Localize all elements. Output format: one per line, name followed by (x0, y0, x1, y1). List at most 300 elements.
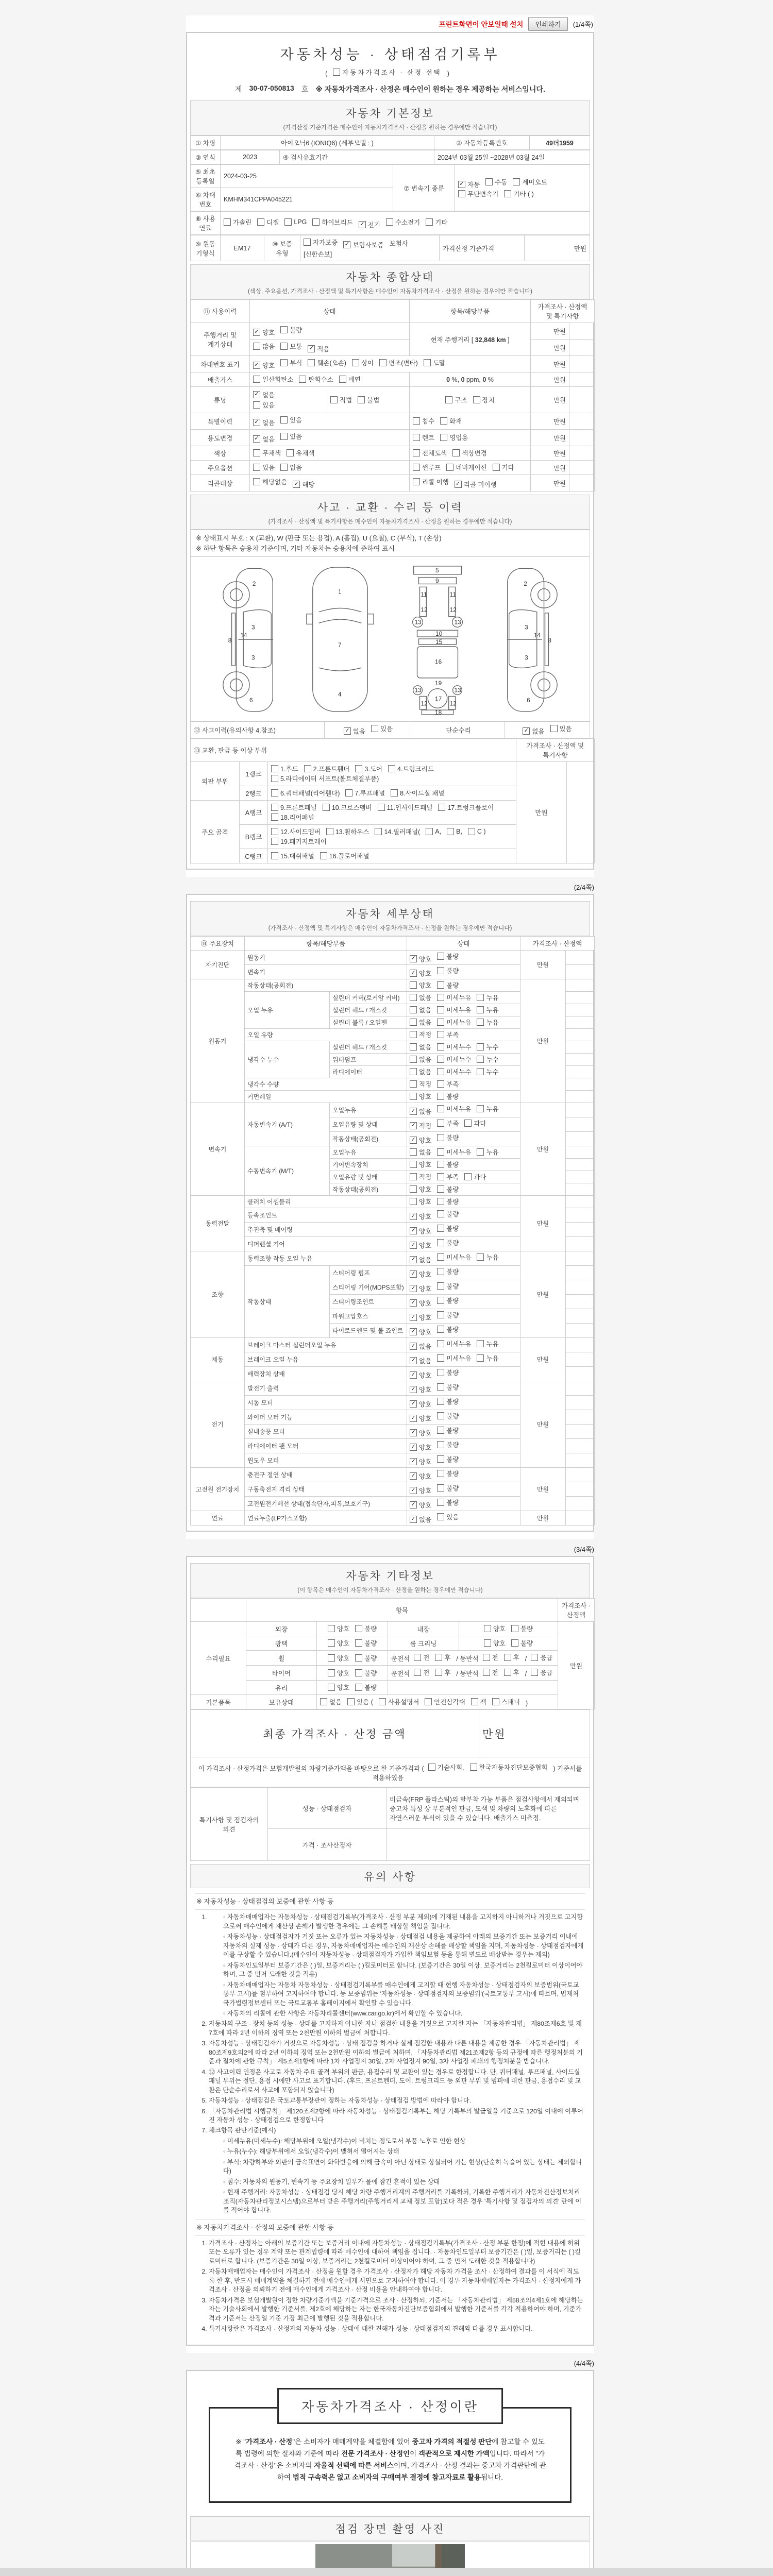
checkbox-option[interactable] (531, 1653, 552, 1662)
unchecked-checkbox-icon[interactable] (280, 433, 288, 440)
unchecked-checkbox-icon[interactable] (504, 1669, 511, 1676)
checkbox-option[interactable] (484, 1624, 506, 1633)
unchecked-checkbox-icon[interactable] (426, 828, 433, 835)
print-button[interactable]: 인쇄하기 (528, 17, 567, 31)
checkbox-option[interactable] (355, 1683, 377, 1692)
checkbox-option[interactable] (437, 1092, 459, 1101)
checkbox-option[interactable] (437, 1238, 459, 1247)
unchecked-checkbox-icon[interactable] (271, 852, 278, 859)
checked-checkbox-icon[interactable]: ✓ (410, 955, 417, 962)
checkbox-option[interactable] (280, 342, 302, 351)
checkbox-option[interactable] (410, 1414, 431, 1423)
checkbox-option[interactable] (437, 1209, 459, 1218)
unchecked-checkbox-icon[interactable] (379, 1698, 386, 1705)
checkbox-option[interactable] (410, 1136, 431, 1145)
checkbox-option[interactable] (280, 432, 302, 441)
checkbox-option[interactable] (426, 828, 441, 835)
unchecked-checkbox-icon[interactable] (253, 343, 260, 350)
checked-checkbox-icon[interactable]: ✓ (455, 481, 462, 488)
unchecked-checkbox-icon[interactable] (428, 1764, 435, 1771)
checkbox-option[interactable] (308, 344, 329, 353)
checkbox-option[interactable] (410, 1079, 431, 1089)
unchecked-checkbox-icon[interactable] (550, 725, 558, 732)
checkbox-option[interactable] (437, 1018, 471, 1027)
checked-checkbox-icon[interactable]: ✓ (410, 1108, 417, 1115)
unchecked-checkbox-icon[interactable] (437, 1185, 444, 1193)
checkbox-option[interactable] (477, 1252, 498, 1262)
unchecked-checkbox-icon[interactable] (485, 178, 493, 185)
checkbox-option[interactable] (437, 1118, 459, 1128)
checkbox-option[interactable] (437, 1030, 459, 1039)
unchecked-checkbox-icon[interactable] (355, 1625, 362, 1632)
checkbox-option[interactable] (410, 1428, 431, 1437)
unchecked-checkbox-icon[interactable] (280, 464, 288, 471)
checked-checkbox-icon[interactable]: ✓ (410, 1213, 417, 1220)
checked-checkbox-icon[interactable]: ✓ (523, 727, 530, 735)
checkbox-option[interactable] (343, 240, 383, 249)
checked-checkbox-icon[interactable]: ✓ (410, 1299, 417, 1307)
checkbox-option[interactable] (452, 448, 486, 457)
checkbox-option[interactable] (253, 463, 275, 472)
checked-checkbox-icon[interactable]: ✓ (410, 1386, 417, 1393)
print-install-link[interactable]: 프린트화면이 안보일때 설치 (439, 21, 524, 28)
unchecked-checkbox-icon[interactable] (452, 449, 460, 456)
checkbox-option[interactable] (410, 1370, 431, 1380)
checkbox-option[interactable] (347, 1697, 373, 1706)
unchecked-checkbox-icon[interactable] (410, 981, 417, 989)
unchecked-checkbox-icon[interactable] (410, 1093, 417, 1100)
checkbox-option[interactable] (413, 477, 449, 486)
unchecked-checkbox-icon[interactable] (484, 1625, 491, 1632)
checkbox-option[interactable] (437, 1512, 459, 1521)
checkbox-option[interactable] (293, 480, 314, 489)
checkbox-option[interactable] (410, 1005, 431, 1014)
checkbox-option[interactable] (437, 1339, 471, 1348)
unchecked-checkbox-icon[interactable] (437, 1441, 444, 1448)
unchecked-checkbox-icon[interactable] (410, 1185, 417, 1193)
checkbox-option[interactable] (437, 1197, 459, 1206)
unchecked-checkbox-icon[interactable] (413, 449, 420, 456)
unchecked-checkbox-icon[interactable] (437, 1210, 444, 1217)
checkbox-option[interactable] (410, 954, 431, 963)
checkbox-option[interactable] (464, 1172, 486, 1181)
unchecked-checkbox-icon[interactable] (358, 396, 365, 403)
checked-checkbox-icon[interactable]: ✓ (293, 481, 300, 488)
unchecked-checkbox-icon[interactable] (437, 1019, 444, 1026)
unchecked-checkbox-icon[interactable] (413, 478, 420, 485)
checkbox-option[interactable] (280, 358, 302, 367)
unchecked-checkbox-icon[interactable] (355, 1639, 362, 1647)
checkbox-option[interactable] (253, 342, 275, 351)
unchecked-checkbox-icon[interactable] (477, 1068, 484, 1075)
checkbox-option[interactable] (513, 177, 547, 187)
unchecked-checkbox-icon[interactable] (320, 1698, 327, 1705)
unchecked-checkbox-icon[interactable] (280, 326, 288, 333)
checkbox-option[interactable] (328, 1668, 349, 1677)
checkbox-option[interactable] (485, 177, 507, 187)
checkbox-option[interactable] (344, 726, 365, 736)
checkbox-option[interactable] (523, 726, 544, 736)
checkbox-option[interactable] (410, 1515, 431, 1524)
checkbox-option[interactable] (280, 325, 302, 334)
unchecked-checkbox-icon[interactable] (328, 1684, 335, 1691)
unchecked-checkbox-icon[interactable] (410, 1056, 417, 1063)
checkbox-option[interactable] (271, 827, 321, 836)
unchecked-checkbox-icon[interactable] (437, 1340, 444, 1347)
unchecked-checkbox-icon[interactable] (437, 1148, 444, 1156)
unchecked-checkbox-icon[interactable] (437, 1134, 444, 1141)
checkbox-option[interactable] (328, 1653, 349, 1663)
checkbox-option[interactable] (437, 1267, 459, 1276)
checkbox-option[interactable] (326, 827, 369, 836)
checkbox-option[interactable] (391, 788, 444, 798)
checkbox-option[interactable] (428, 1762, 464, 1772)
checkbox-option[interactable] (468, 828, 486, 835)
unchecked-checkbox-icon[interactable] (280, 343, 288, 350)
checkbox-option[interactable] (484, 1638, 506, 1648)
unchecked-checkbox-icon[interactable] (513, 178, 520, 185)
checked-checkbox-icon[interactable]: ✓ (410, 1516, 417, 1523)
checkbox-option[interactable] (445, 395, 467, 404)
unchecked-checkbox-icon[interactable] (437, 1056, 444, 1063)
unchecked-checkbox-icon[interactable] (437, 1225, 444, 1232)
checkbox-option[interactable] (437, 1426, 459, 1435)
unchecked-checkbox-icon[interactable] (355, 1669, 362, 1676)
unchecked-checkbox-icon[interactable] (410, 1043, 417, 1050)
checkbox-option[interactable] (492, 1697, 520, 1706)
checkbox-option[interactable] (410, 1121, 431, 1130)
unchecked-checkbox-icon[interactable] (271, 804, 278, 811)
unchecked-checkbox-icon[interactable] (347, 1698, 355, 1705)
checkbox-option[interactable] (410, 1042, 431, 1052)
unchecked-checkbox-icon[interactable] (437, 1068, 444, 1075)
checkbox-option[interactable] (410, 1018, 431, 1027)
checkbox-option[interactable] (437, 952, 459, 961)
checkbox-option[interactable] (477, 1147, 498, 1157)
unchecked-checkbox-icon[interactable] (378, 804, 385, 811)
checkbox-option[interactable] (328, 1624, 349, 1633)
unchecked-checkbox-icon[interactable] (253, 401, 260, 409)
checkbox-option[interactable] (410, 1092, 431, 1101)
checkbox-option[interactable] (426, 217, 447, 227)
unchecked-checkbox-icon[interactable] (224, 218, 231, 226)
checkbox-option[interactable] (437, 1005, 471, 1014)
checkbox-option[interactable] (355, 1668, 377, 1677)
checkbox-option[interactable] (471, 1697, 486, 1706)
checked-checkbox-icon[interactable]: ✓ (410, 1343, 417, 1350)
unchecked-checkbox-icon[interactable] (464, 1120, 472, 1127)
checkbox-option[interactable] (410, 1399, 431, 1409)
unchecked-checkbox-icon[interactable] (438, 804, 445, 811)
checkbox-option[interactable] (410, 1226, 431, 1235)
checkbox-option[interactable] (504, 1668, 519, 1677)
checked-checkbox-icon[interactable]: ✓ (410, 1501, 417, 1509)
checkbox-option[interactable] (477, 993, 498, 1002)
checkbox-option[interactable] (271, 774, 379, 783)
unchecked-checkbox-icon[interactable] (437, 1161, 444, 1168)
checkbox-option[interactable] (355, 1653, 377, 1663)
checkbox-option[interactable] (437, 1397, 459, 1406)
checkbox-option[interactable] (437, 1055, 471, 1064)
unchecked-checkbox-icon[interactable] (426, 218, 433, 226)
checkbox-option[interactable] (493, 463, 514, 472)
unchecked-checkbox-icon[interactable] (330, 396, 338, 403)
checkbox-option[interactable] (437, 980, 459, 990)
unchecked-checkbox-icon[interactable] (437, 1412, 444, 1419)
unchecked-checkbox-icon[interactable] (352, 359, 359, 366)
unchecked-checkbox-icon[interactable] (473, 396, 480, 403)
checkbox-option[interactable] (328, 1638, 349, 1648)
checkbox-option[interactable] (280, 415, 302, 425)
unchecked-checkbox-icon[interactable] (253, 478, 260, 485)
checkbox-option[interactable] (410, 1284, 431, 1293)
unchecked-checkbox-icon[interactable] (437, 1031, 444, 1038)
checkbox-option[interactable] (410, 993, 431, 1002)
unchecked-checkbox-icon[interactable] (271, 828, 278, 835)
checked-checkbox-icon[interactable]: ✓ (253, 362, 260, 369)
checkbox-option[interactable] (355, 1638, 377, 1648)
checked-checkbox-icon[interactable]: ✓ (344, 727, 351, 735)
checkbox-option[interactable] (271, 812, 314, 822)
unchecked-checkbox-icon[interactable] (477, 1354, 484, 1362)
unchecked-checkbox-icon[interactable] (410, 1198, 417, 1205)
checkbox-option[interactable] (437, 1184, 459, 1194)
unchecked-checkbox-icon[interactable] (477, 1056, 484, 1063)
checked-checkbox-icon[interactable]: ✓ (410, 1415, 417, 1422)
checkbox-option[interactable] (253, 418, 275, 427)
checkbox-option[interactable] (304, 764, 350, 773)
checkbox-option[interactable] (388, 764, 434, 773)
unchecked-checkbox-icon[interactable] (410, 1161, 417, 1168)
checkbox-option[interactable] (320, 1697, 342, 1706)
checkbox-option[interactable] (424, 358, 445, 367)
checked-checkbox-icon[interactable]: ✓ (410, 1285, 417, 1292)
unchecked-checkbox-icon[interactable] (413, 417, 420, 425)
unchecked-checkbox-icon[interactable] (437, 1120, 444, 1127)
checkbox-option[interactable] (437, 1172, 459, 1181)
unchecked-checkbox-icon[interactable] (477, 1019, 484, 1026)
unchecked-checkbox-icon[interactable] (437, 953, 444, 960)
checkbox-option[interactable] (359, 220, 380, 229)
unchecked-checkbox-icon[interactable] (440, 434, 447, 441)
checkbox-option[interactable] (477, 1353, 498, 1363)
unchecked-checkbox-icon[interactable] (440, 417, 447, 425)
checkbox-option[interactable] (271, 851, 314, 860)
unchecked-checkbox-icon[interactable] (437, 981, 444, 989)
checkbox-option[interactable] (437, 1411, 459, 1420)
checkbox-option[interactable] (437, 1296, 459, 1305)
checkbox-option[interactable] (435, 1668, 450, 1677)
checkbox-option[interactable] (410, 1172, 431, 1181)
unchecked-checkbox-icon[interactable] (287, 449, 294, 456)
unchecked-checkbox-icon[interactable] (470, 1764, 477, 1771)
checkbox-option[interactable] (308, 358, 346, 367)
checked-checkbox-icon[interactable]: ✓ (308, 345, 315, 352)
checkbox-option[interactable] (386, 217, 420, 227)
checkbox-option[interactable] (304, 238, 338, 247)
checkbox-option[interactable] (330, 395, 352, 404)
checkbox-option[interactable] (253, 477, 287, 486)
checkbox-option[interactable] (410, 969, 431, 978)
unchecked-checkbox-icon[interactable] (458, 190, 465, 197)
unchecked-checkbox-icon[interactable] (414, 1654, 421, 1661)
checkbox-option[interactable] (458, 189, 498, 198)
checkbox-option[interactable] (414, 1668, 429, 1677)
checked-checkbox-icon[interactable]: ✓ (343, 241, 350, 248)
unchecked-checkbox-icon[interactable] (410, 1068, 417, 1075)
checkbox-option[interactable] (287, 448, 314, 457)
checkbox-option[interactable] (437, 1252, 471, 1262)
checkbox-option[interactable] (371, 724, 393, 733)
checked-checkbox-icon[interactable]: ✓ (410, 1270, 417, 1278)
unchecked-checkbox-icon[interactable] (328, 1639, 335, 1647)
unchecked-checkbox-icon[interactable] (253, 464, 260, 471)
unchecked-checkbox-icon[interactable] (531, 1669, 538, 1676)
unchecked-checkbox-icon[interactable] (464, 1173, 472, 1180)
unchecked-checkbox-icon[interactable] (308, 359, 315, 366)
unchecked-checkbox-icon[interactable] (437, 1043, 444, 1050)
checked-checkbox-icon[interactable]: ✓ (410, 1357, 417, 1364)
unchecked-checkbox-icon[interactable] (437, 1354, 444, 1362)
checkbox-option[interactable] (470, 1762, 548, 1772)
unchecked-checkbox-icon[interactable] (355, 765, 362, 772)
checkbox-option[interactable] (271, 837, 327, 846)
checkbox-option[interactable] (437, 993, 471, 1002)
checkbox-option[interactable] (280, 463, 302, 472)
unchecked-checkbox-icon[interactable] (299, 376, 306, 383)
checkbox-option[interactable] (440, 416, 462, 426)
unchecked-checkbox-icon[interactable] (386, 218, 393, 226)
checked-checkbox-icon[interactable]: ✓ (410, 1242, 417, 1249)
checkbox-option[interactable] (284, 218, 307, 226)
checkbox-option[interactable] (455, 480, 497, 489)
unchecked-checkbox-icon[interactable] (511, 1639, 518, 1647)
unchecked-checkbox-icon[interactable] (410, 1006, 417, 1013)
checkbox-option[interactable] (477, 1018, 498, 1027)
checked-checkbox-icon[interactable]: ✓ (410, 1472, 417, 1480)
unchecked-checkbox-icon[interactable] (471, 1698, 478, 1705)
checkbox-option[interactable] (410, 1327, 431, 1336)
unchecked-checkbox-icon[interactable] (271, 765, 278, 772)
unchecked-checkbox-icon[interactable] (437, 1105, 444, 1112)
unchecked-checkbox-icon[interactable] (339, 376, 346, 383)
checkbox-option[interactable] (437, 1067, 471, 1076)
checked-checkbox-icon[interactable]: ✓ (410, 1328, 417, 1335)
unchecked-checkbox-icon[interactable] (477, 1006, 484, 1013)
unchecked-checkbox-icon[interactable] (504, 190, 511, 197)
checkbox-option[interactable] (410, 1342, 431, 1351)
checked-checkbox-icon[interactable]: ✓ (458, 181, 465, 188)
checkbox-option[interactable] (410, 1471, 431, 1481)
unchecked-checkbox-icon[interactable] (437, 1239, 444, 1246)
checked-checkbox-icon[interactable]: ✓ (410, 1400, 417, 1408)
checkbox-option[interactable] (446, 463, 486, 472)
checkbox-option[interactable] (375, 827, 420, 836)
unchecked-checkbox-icon[interactable] (410, 994, 417, 1001)
checked-checkbox-icon[interactable]: ✓ (410, 1314, 417, 1321)
unchecked-checkbox-icon[interactable] (271, 789, 278, 796)
unchecked-checkbox-icon[interactable] (437, 1398, 444, 1405)
checkbox-option[interactable] (410, 1385, 431, 1394)
checked-checkbox-icon[interactable]: ✓ (410, 1429, 417, 1436)
checkbox-option[interactable] (253, 400, 324, 410)
checkbox-option[interactable] (511, 1624, 533, 1633)
unchecked-checkbox-icon[interactable] (271, 814, 278, 821)
checkbox-option[interactable] (253, 448, 281, 457)
unchecked-checkbox-icon[interactable] (477, 1105, 484, 1112)
checkbox-option[interactable] (410, 1147, 431, 1157)
unchecked-checkbox-icon[interactable] (391, 789, 398, 796)
checkbox-option[interactable] (437, 1440, 459, 1449)
unchecked-checkbox-icon[interactable] (437, 1253, 444, 1261)
unchecked-checkbox-icon[interactable] (328, 1669, 335, 1676)
unchecked-checkbox-icon[interactable] (511, 1625, 518, 1632)
checkbox-option[interactable] (477, 1339, 498, 1348)
checkbox-option[interactable] (379, 1697, 419, 1706)
unchecked-checkbox-icon[interactable] (437, 1093, 444, 1100)
unchecked-checkbox-icon[interactable] (437, 1470, 444, 1477)
checked-checkbox-icon[interactable]: ✓ (253, 391, 260, 398)
unchecked-checkbox-icon[interactable] (531, 1654, 538, 1661)
unchecked-checkbox-icon[interactable] (437, 1427, 444, 1434)
checked-checkbox-icon[interactable]: ✓ (253, 435, 260, 443)
unchecked-checkbox-icon[interactable] (483, 1669, 490, 1676)
checked-checkbox-icon[interactable]: ✓ (410, 1371, 417, 1379)
checkbox-option[interactable] (413, 463, 441, 472)
checkbox-option[interactable] (253, 390, 324, 399)
unchecked-checkbox-icon[interactable] (437, 1326, 444, 1333)
checkbox-option[interactable] (253, 434, 275, 444)
checkbox-option[interactable] (477, 1104, 498, 1113)
unchecked-checkbox-icon[interactable] (435, 1654, 442, 1661)
checkbox-option[interactable] (437, 1483, 459, 1493)
unchecked-checkbox-icon[interactable] (345, 789, 352, 796)
checkbox-option[interactable] (410, 1269, 431, 1279)
checked-checkbox-icon[interactable]: ✓ (410, 1256, 417, 1263)
checked-checkbox-icon[interactable]: ✓ (410, 1227, 417, 1234)
unchecked-checkbox-icon[interactable] (414, 1669, 421, 1676)
unchecked-checkbox-icon[interactable] (437, 1499, 444, 1506)
checkbox-option[interactable] (333, 67, 441, 77)
checked-checkbox-icon[interactable]: ✓ (410, 970, 417, 977)
checkbox-option[interactable] (358, 395, 379, 404)
checked-checkbox-icon[interactable]: ✓ (410, 1458, 417, 1465)
unchecked-checkbox-icon[interactable] (271, 838, 278, 845)
checkbox-option[interactable] (410, 1457, 431, 1466)
checkbox-option[interactable] (437, 1310, 459, 1319)
unchecked-checkbox-icon[interactable] (280, 416, 288, 423)
checkbox-option[interactable] (437, 1382, 459, 1392)
unchecked-checkbox-icon[interactable] (280, 359, 288, 366)
unchecked-checkbox-icon[interactable] (437, 1369, 444, 1376)
checkbox-option[interactable] (425, 1697, 465, 1706)
unchecked-checkbox-icon[interactable] (483, 1654, 490, 1661)
unchecked-checkbox-icon[interactable] (388, 765, 395, 772)
unchecked-checkbox-icon[interactable] (435, 1669, 442, 1676)
unchecked-checkbox-icon[interactable] (410, 1019, 417, 1026)
checkbox-option[interactable] (437, 1147, 471, 1157)
unchecked-checkbox-icon[interactable] (477, 1043, 484, 1050)
checkbox-option[interactable] (438, 803, 494, 812)
unchecked-checkbox-icon[interactable] (504, 1654, 511, 1661)
checkbox-option[interactable] (257, 217, 279, 227)
unchecked-checkbox-icon[interactable] (355, 1684, 362, 1691)
unchecked-checkbox-icon[interactable] (493, 464, 500, 471)
unchecked-checkbox-icon[interactable] (447, 828, 454, 835)
unchecked-checkbox-icon[interactable] (437, 994, 444, 1001)
unchecked-checkbox-icon[interactable] (437, 1484, 444, 1492)
unchecked-checkbox-icon[interactable] (304, 239, 311, 246)
